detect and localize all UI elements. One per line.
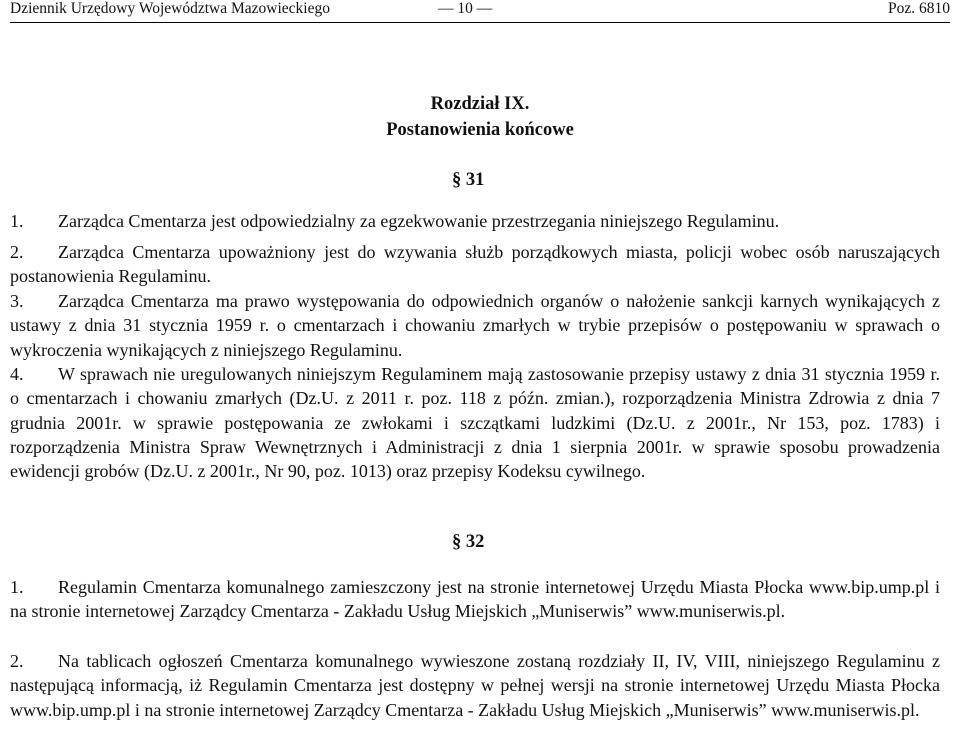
paragraph-text: Zarządca Cmentarza ma prawo występowania do odpowiednich organów o nałożenie sankcji karnych wynikających z ustawy z dnia 31 stycznia 1959 r. o cmentarzach i chowaniu zmarłych w trybie przepisów o postępowaniu w sprawach o wykroczenia wynikających z niniejszego Regulaminu.	[10, 291, 940, 360]
paragraph-text: Zarządca Cmentarza jest odpowiedzialny za egzekwowanie przestrzegania niniejszego Regulaminu.	[58, 211, 780, 231]
paragraph-31-1	[10, 209, 940, 233]
paragraph-text: Regulamin Cmentarza komunalnego zamieszczony jest na stronie internetowej Urzędu Miasta Płocka www.bip.ump.pl i na stronie internetowej Zarządcy Cmentarza - Zakładu Usług Miejskich „Muniserwis” www.muniserwis.pl.	[10, 577, 940, 622]
paragraph-number: 1.	[10, 577, 24, 597]
paragraph-number: 4.	[10, 364, 24, 384]
section-number: 31	[465, 170, 485, 190]
paragraph-31-3	[10, 289, 940, 362]
paragraph-text: Na tablicach ogłoszeń Cmentarza komunalnego wywieszone zostaną rozdziały II, IV, VIII, niniejszego Regulaminu z następującą informacją, iż Regulamin Cmentarza jest dostępny w pełnej wersji na stronie internetowej Urzędu Miasta Płocka www.bip.ump.pl i na stronie internetowej Zarządcy Cmentarza - Zakładu Usług Miejskich „Muniserwis” www.muniserwis.pl.	[10, 651, 940, 720]
journal-title: Dziennik Urzędowy Województwa Mazowieckiego	[10, 0, 330, 17]
paragraph-32-2	[10, 649, 940, 722]
chapter-subtitle: Postanowienia końcowe	[386, 120, 574, 140]
paragraph-31-4	[10, 362, 940, 483]
section-symbol: §	[452, 532, 462, 552]
paragraph-text: W sprawach nie uregulowanych niniejszym Regulaminem mają zastosowanie przepisy ustawy z dnia 31 stycznia 1959 r. o cmentarzach i chowaniu zmarłych (Dz.U. z 2011 r. poz. 118 z późn. zmian.), rozporządzenia Ministra Zdrowia z dnia 7 grudnia 2001r. w sprawie postępowania ze zwłokami i szczątkami ludzkimi (Dz.U. z 2001r., Nr 153, poz. 1783) i rozporządzenia Ministra Spraw Wewnętrznych i Administracji z dnia 1 sierpnia 2001r. w sprawie sposobu prowadzenia ewidencji grobów (Dz.U. z 2001r., Nr 90, poz. 1013) oraz przepisy Kodeksu cywilnego.	[10, 364, 940, 482]
chapter-title: Rozdział IX.	[430, 94, 530, 114]
paragraph-number: 1.	[10, 211, 24, 231]
position-number: Poz. 6810	[888, 0, 950, 17]
section-symbol: §	[452, 170, 462, 190]
paragraph-number: 3.	[10, 291, 24, 311]
section-heading-32	[452, 530, 484, 554]
paragraph-32-1	[10, 575, 940, 624]
paragraph-31-2	[10, 240, 940, 289]
section-number: 32	[465, 532, 485, 552]
paragraph-number: 2.	[10, 651, 24, 671]
paragraph-text: Zarządca Cmentarza upoważniony jest do wzywania służb porządkowych miasta, policji wobec osób naruszających postanowienia Regulaminu.	[10, 242, 940, 287]
page-header	[10, 0, 950, 23]
section-heading-31	[452, 168, 484, 192]
paragraph-number: 2.	[10, 242, 24, 262]
page-number: — 10 —	[438, 0, 493, 17]
